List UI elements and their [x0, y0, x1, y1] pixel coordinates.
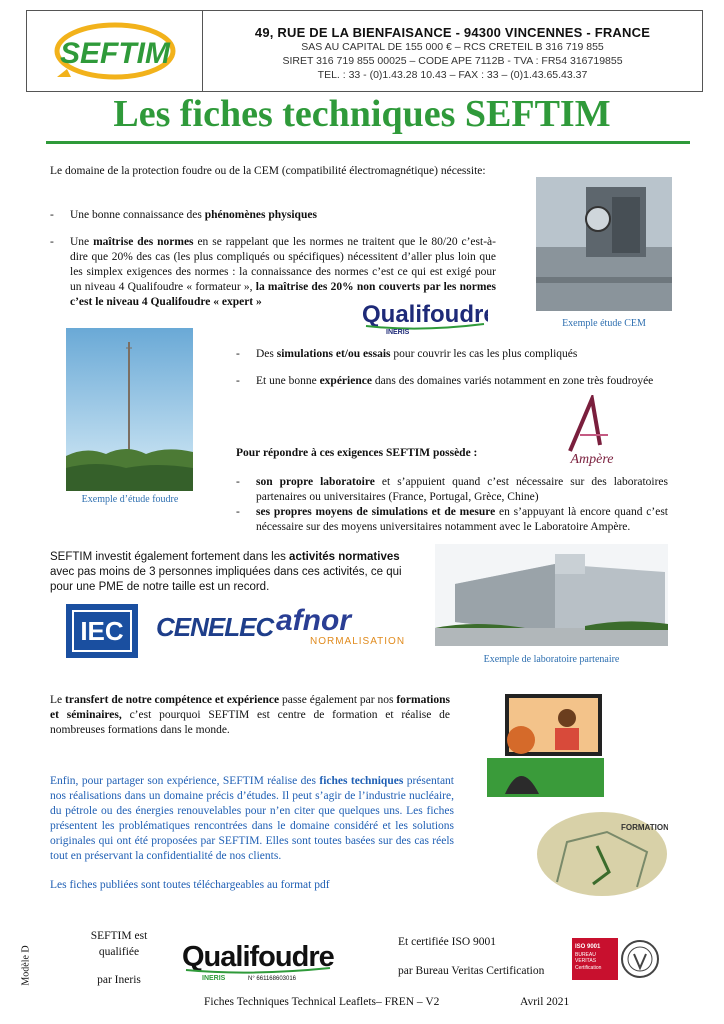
bullet-text: Une bonne connaissance des: [70, 209, 205, 221]
model-label-text: Modèle D: [20, 945, 32, 986]
afnor-logo: [276, 606, 416, 652]
partner-lab-photo: [435, 544, 668, 646]
fiches-bold: fiches techniques: [319, 775, 404, 787]
transfert-paragraph: [50, 693, 450, 738]
fiches-text: présentant nos réalisations dans un domaine précis d’études. Il peut s’agir de l’industrie nucléaire, du pétrole ou des énergies renouvelables pour n’en citer que quelques uns. Les fiches présentent les problématiques rencontrées dans le domaine considéré et les solutions originales qui ont été proposées par SEFTIM. Elles sont toutes basées sur des cas réels tout en préservant la confidentialité de nos clients.: [50, 775, 454, 862]
bv-badge-text: BUREAU VERITAS: [575, 952, 597, 964]
possede-text: Pour répondre à ces exigences SEFTIM possède :: [236, 447, 478, 459]
transfert-text: Le: [50, 694, 66, 706]
formation-label: FORMATION: [621, 823, 668, 832]
bullet-text: Et une bonne: [256, 375, 320, 387]
bv-note: par Bureau Veritas Certification: [398, 965, 545, 977]
transfert-text: passe également par nos: [279, 694, 397, 706]
cenelec-logo-text: CENELEC: [156, 612, 274, 642]
normatives-paragraph: [50, 550, 418, 595]
document-reference: Fiches Techniques Technical Leaflets– FREN – V2: [204, 996, 440, 1008]
iec-logo-text: IEC: [80, 616, 124, 646]
footer-qualifoudre-sub: INERIS: [202, 975, 226, 982]
qualifoudre-logo-text: Qualifoudre: [362, 301, 488, 328]
bullet-bold: maîtrise des normes: [93, 236, 194, 248]
seftim-logo: [27, 11, 203, 91]
cem-caption: Exemple étude CEM: [562, 318, 646, 329]
qualified-line: qualifiée: [98, 946, 140, 958]
document-date: Avril 2021: [520, 996, 570, 1008]
footer-qualifoudre-number: N° 661168603016: [248, 976, 296, 982]
formation-image: [537, 812, 668, 896]
bullet-bold: la maîtrise des 20% non couverts par les normes c’est le niveau 4 Qualifoudre « expert »: [70, 281, 497, 308]
webinar-illustration: [487, 694, 604, 797]
cem-study-photo: [536, 177, 672, 311]
lightning-study-photo: [66, 328, 193, 491]
normatives-bold: activités normatives: [289, 551, 400, 563]
qualifoudre-logo-sub: INERIS: [386, 329, 410, 336]
ampere-logo: [556, 395, 628, 467]
fiches-text: Enfin, pour partager son expérience, SEFTIM réalise des: [50, 775, 320, 787]
possede-heading: [236, 446, 556, 461]
transfert-bold: transfert de notre compétence et expérience: [65, 694, 280, 706]
download-note: Les fiches publiées sont toutes téléchargeables au format pdf: [50, 879, 330, 891]
letterhead: [26, 10, 703, 92]
bv-badge-text: Certification: [575, 965, 602, 971]
lightning-caption: Exemple d’étude foudre: [81, 494, 179, 505]
title-rule: [46, 141, 690, 144]
fiches-paragraph: [50, 774, 454, 864]
lab-caption: Exemple de laboratoire partenaire: [483, 654, 620, 665]
company-address: [203, 11, 702, 82]
model-label: [20, 938, 34, 998]
ampere-logo-text: Ampère: [570, 452, 614, 467]
afnor-logo-text: afnor: [276, 604, 351, 637]
bv-badge-red: [572, 938, 618, 980]
qualifoudre-logo: [360, 298, 488, 336]
transfert-bold: formations et séminaires,: [50, 694, 450, 721]
bullet-bold: simulations et/ou essais: [276, 348, 391, 360]
bullet-text: et s’appuient quand c’est nécessaire sur des laboratoires partenaires ou universitaires (France, Portugal, Grèce, Chine): [256, 476, 668, 503]
afnor-logo-sub: NORMALISATION: [310, 636, 406, 647]
bullet-text: dans des domaines variés notamment en zone très foudroyée: [371, 375, 654, 387]
normatives-text: avec pas moins de 3 personnes impliquées dans ces activités, ce qui pour une PME de notre taille est un record.: [50, 566, 402, 593]
intro-paragraph: Le domaine de la protection foudre ou de la CEM (compatibilité électromagnétique) nécessite:: [50, 165, 486, 177]
bullet-bold: son propre laboratoire: [256, 476, 375, 488]
cenelec-logo: [156, 612, 274, 652]
page-title: Les fiches techniques SEFTIM: [113, 93, 611, 135]
bullet-text: pour couvrir les cas les plus compliqués: [390, 348, 578, 360]
bureau-veritas-badge: [572, 938, 660, 980]
transfert-text: c’est pourquoi SEFTIM est centre de formation et réalise de nombreuses formations dans le monde.: [50, 709, 451, 736]
bullet-text: Des: [256, 348, 277, 360]
capital-line: SAS AU CAPITAL DE 155 000 € – RCS CRETEIL B 316 719 855: [301, 41, 604, 53]
bullet-bold: expérience: [319, 375, 372, 387]
footer-qualifoudre-logo: [180, 936, 335, 984]
footer-qualifoudre-text: Qualifoudre: [182, 941, 334, 973]
bullet-bold: phénomènes physiques: [204, 209, 317, 221]
seftim-logo-text: SEFTIM: [60, 37, 170, 70]
street-address: 49, RUE DE LA BIENFAISANCE - 94300 VINCENNES - FRANCE: [254, 25, 651, 40]
siret-line: SIRET 316 719 855 00025 – CODE APE 7112B - TVA : FR54 316719855: [282, 55, 623, 67]
qualified-note: [84, 928, 154, 988]
bullet-text: Une: [70, 236, 94, 248]
bullet-bold: ses propres moyens de simulations et de mesure: [256, 506, 496, 518]
iec-logo: [66, 604, 138, 658]
bullet-text: en s’appuyant là encore quand c’est nécessaire sur des moyens universitaires notamment avec le Laboratoire Ampère.: [256, 506, 668, 533]
bv-badge-text: ISO 9001: [575, 944, 601, 950]
phone-line: TEL. : 33 - (0)1.43.28 10.43 – FAX : 33 – (0)1.43.65.43.37: [317, 69, 588, 81]
bullet-text: en se rappelant que les normes ne traitent que le 80/20 c’est-à-dire que 20% des cas (les plus compliqués ou spécifiques) nécessitent d’aller plus loin que les simplex exigences des normes : la connaissance des normes c’est ce qui est exigé pour un niveau 4 Qualifoudre « formateur »,: [70, 236, 496, 293]
qualified-line: par Ineris: [97, 974, 141, 986]
iso-note: Et certifiée ISO 9001: [398, 936, 497, 948]
qualified-line: SEFTIM est: [90, 930, 148, 942]
normatives-text: SEFTIM investit également fortement dans les: [50, 551, 290, 563]
